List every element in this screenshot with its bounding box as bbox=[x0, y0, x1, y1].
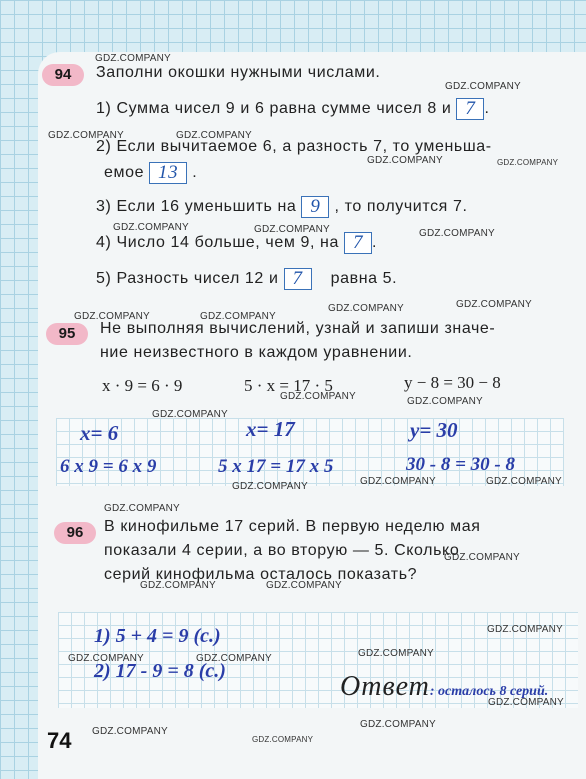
task-96-line-1: В кинофильме 17 серий. В первую неделю мая bbox=[104, 518, 481, 535]
watermark: GDZ.COMPANY bbox=[419, 228, 495, 239]
answer-box[interactable]: 7 bbox=[284, 268, 312, 290]
task-95-badge: 95 bbox=[46, 323, 88, 345]
task-94-item-5 bbox=[96, 268, 397, 290]
watermark: GDZ.COMPANY bbox=[104, 503, 180, 514]
task-94-item-4: 4) Число 14 больше, чем 9, на 7 . bbox=[96, 232, 378, 253]
item-5-text-a: 5) Разность чисел 12 и bbox=[96, 270, 279, 288]
equation-1: x · 9 = 6 · 9 bbox=[102, 376, 183, 395]
task-96-badge: 96 bbox=[54, 522, 96, 544]
solution-step-2: 2) 17 - 9 = 8 (с.) bbox=[94, 660, 226, 682]
task-96-line-2: показали 4 серии, а во вторую — 5. Сколько bbox=[104, 542, 460, 559]
watermark: GDZ.COMPANY bbox=[152, 409, 228, 420]
watermark: GDZ.COMPANY bbox=[252, 735, 314, 744]
watermark: GDZ.COMPANY bbox=[360, 476, 436, 487]
answer-box[interactable]: 13 bbox=[149, 162, 187, 184]
task-94-item-2-line-2: емое 13 . bbox=[104, 162, 198, 183]
watermark: GDZ.COMPANY bbox=[113, 222, 189, 233]
watermark: GDZ.COMPANY bbox=[358, 648, 434, 659]
task-94-badge: 94 bbox=[42, 64, 84, 86]
solution-step-1: 1) 5 + 4 = 9 (с.) bbox=[94, 625, 221, 647]
watermark: GDZ.COMPANY bbox=[488, 697, 564, 708]
task-94-item-3 bbox=[96, 196, 468, 218]
answer-box[interactable]: 7 bbox=[456, 98, 484, 120]
watermark: GDZ.COMPANY bbox=[407, 396, 483, 407]
watermark: GDZ.COMPANY bbox=[95, 53, 171, 64]
watermark: GDZ.COMPANY bbox=[200, 311, 276, 322]
task-94-item-2-line-1: 2) Если вычитаемое 6, а разность 7, то уменьша- bbox=[96, 138, 492, 155]
task-94-item-1: 1) Сумма чисел 9 и 6 равна сумме чисел 8 и 7 . bbox=[96, 98, 490, 119]
watermark: GDZ.COMPANY bbox=[367, 155, 443, 166]
watermark: GDZ.COMPANY bbox=[48, 130, 124, 141]
watermark: GDZ.COMPANY bbox=[92, 726, 168, 737]
answer-x1: x= 6 bbox=[80, 421, 119, 445]
watermark: GDZ.COMPANY bbox=[196, 653, 272, 664]
answer-box[interactable]: 7 bbox=[344, 232, 372, 254]
watermark: GDZ.COMPANY bbox=[444, 552, 520, 563]
watermark: GDZ.COMPANY bbox=[176, 130, 252, 141]
answer-box[interactable]: 9 bbox=[301, 196, 329, 218]
answer-text: : осталось 8 серий. bbox=[429, 684, 549, 699]
answer-y3: y= 30 bbox=[410, 418, 458, 442]
item-3-text-b: , то получится 7. bbox=[334, 198, 468, 216]
watermark: GDZ.COMPANY bbox=[445, 81, 521, 92]
check-3: 30 - 8 = 30 - 8 bbox=[406, 454, 515, 475]
task-95-line-1: Не выполняя вычислений, узнай и запиши значе- bbox=[100, 320, 496, 337]
watermark: GDZ.COMPANY bbox=[68, 653, 144, 664]
watermark: GDZ.COMPANY bbox=[266, 580, 342, 591]
task-96-line-3: серий кинофильма осталось показать? bbox=[104, 566, 418, 583]
check-2: 5 x 17 = 17 x 5 bbox=[218, 456, 334, 477]
check-1: 6 x 9 = 6 x 9 bbox=[60, 456, 157, 477]
watermark: GDZ.COMPANY bbox=[497, 158, 559, 167]
watermark: GDZ.COMPANY bbox=[280, 391, 356, 402]
watermark: GDZ.COMPANY bbox=[456, 299, 532, 310]
answer-x2: x= 17 bbox=[246, 417, 295, 441]
task-95-line-2: ние неизвестного в каждом уравнении. bbox=[100, 344, 413, 361]
watermark: GDZ.COMPANY bbox=[486, 476, 562, 487]
equation-3: y − 8 = 30 − 8 bbox=[404, 373, 501, 392]
item-4-text: 4) Число 14 больше, чем 9, на bbox=[96, 234, 339, 252]
item-2-text: емое bbox=[104, 164, 145, 182]
item-1-text: 1) Сумма чисел 9 и 6 равна сумме чисел 8 и bbox=[96, 100, 452, 118]
equation-2: 5 · x = 17 · 5 bbox=[244, 376, 333, 395]
page-number: 74 bbox=[47, 728, 72, 753]
watermark: GDZ.COMPANY bbox=[232, 481, 308, 492]
answer-word: Ответ bbox=[340, 671, 430, 702]
task-94-instruction: Заполни окошки нужными числами. bbox=[96, 64, 381, 81]
watermark: GDZ.COMPANY bbox=[74, 311, 150, 322]
watermark: GDZ.COMPANY bbox=[360, 719, 436, 730]
watermark: GDZ.COMPANY bbox=[487, 624, 563, 635]
item-3-text-a: 3) Если 16 уменьшить на bbox=[96, 198, 297, 216]
watermark: GDZ.COMPANY bbox=[254, 224, 330, 235]
item-5-text-b: равна 5. bbox=[330, 270, 398, 288]
watermark: GDZ.COMPANY bbox=[140, 580, 216, 591]
watermark: GDZ.COMPANY bbox=[328, 303, 404, 314]
